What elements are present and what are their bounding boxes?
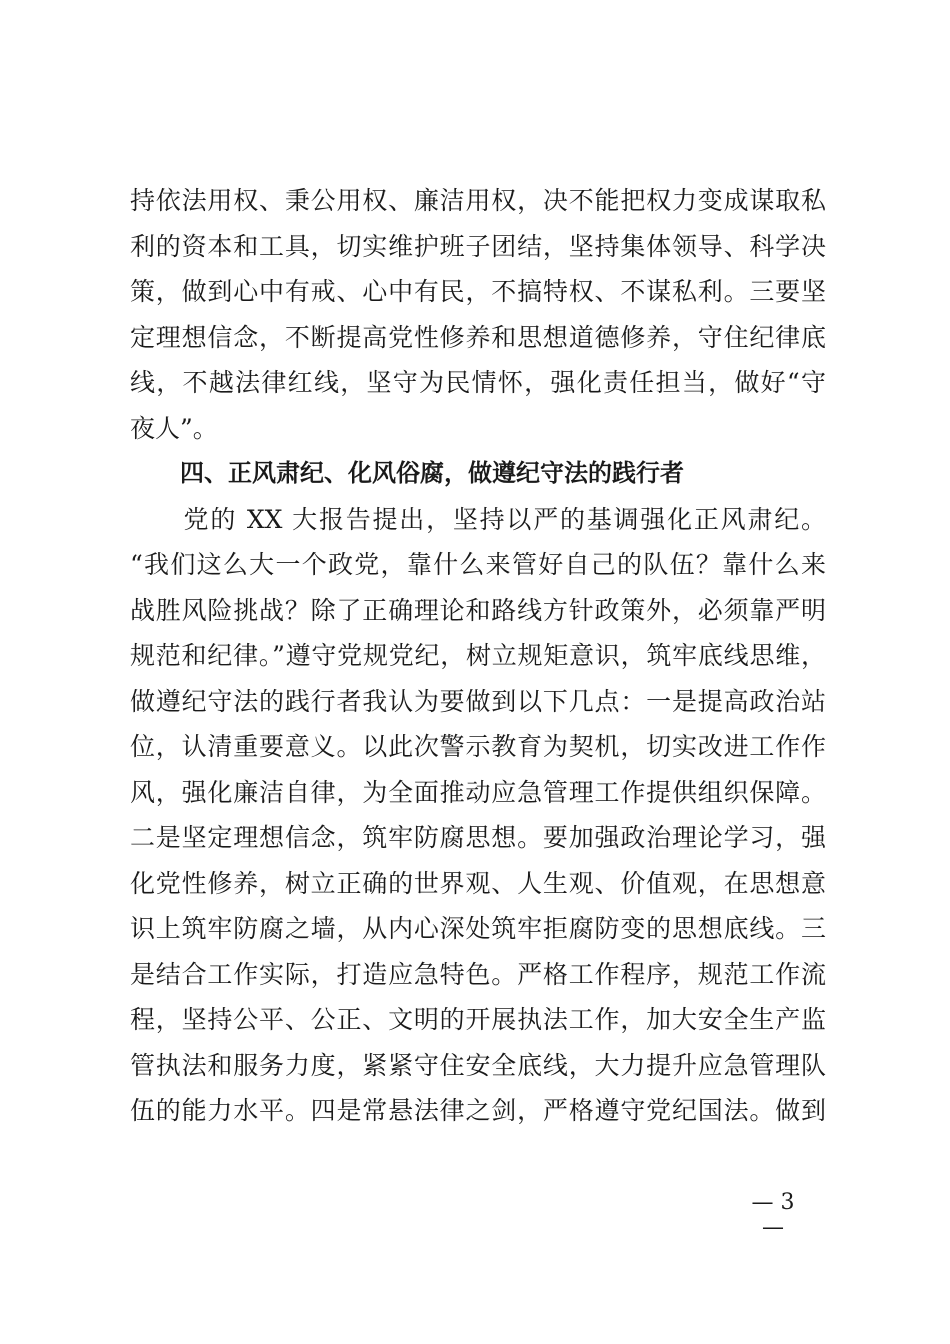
text-line: 党的 XX 大报告提出，坚持以严的基调强化正风肃纪。 xyxy=(130,504,826,534)
body-text xyxy=(130,178,826,1134)
text-line: 策，做到心中有戒、心中有民，不搞特权、不谋私利。三要坚 xyxy=(130,277,826,306)
text-line: 战胜风险挑战？除了正确理论和路线方针政策外，必须靠严明 xyxy=(130,595,826,625)
text-line: 风，强化廉洁自律，为全面推动应急管理工作提供组织保障。 xyxy=(130,777,826,807)
text-line: 是结合工作实际，打造应急特色。严格工作程序，规范工作流 xyxy=(130,959,826,989)
text-line: “我们这么大一个政党，靠什么来管好自己的队伍？靠什么来 xyxy=(130,550,826,579)
text-line: 定理想信念，不断提高党性修养和思想道德修养，守住纪律底 xyxy=(130,322,826,352)
section-heading: 四、正风肃纪、化风俗腐，做遵纪守法的践行者 xyxy=(180,459,684,487)
text-line: 持依法用权、秉公用权、廉洁用权，决不能把权力变成谋取私 xyxy=(130,186,826,215)
text-line: 位，认清重要意义。以此次警示教育为契机，切实改进工作作 xyxy=(130,732,826,761)
text-line: 伍的能力水平。四是常悬法律之剑，严格遵守党纪国法。做到 xyxy=(130,1096,826,1125)
text-line: 夜人”。 xyxy=(130,413,218,443)
text-line: 管执法和服务力度，紧紧守住安全底线，大力提升应急管理队 xyxy=(130,1050,826,1080)
text-line: 线，不越法律红线，坚守为民情怀，强化责任担当，做好“守 xyxy=(130,368,826,397)
text-line: 二是坚定理想信念，筑牢防腐思想。要加强政治理论学习，强 xyxy=(130,823,826,852)
text-line: 利的资本和工具，切实维护班子团结，坚持集体领导、科学决 xyxy=(130,231,826,261)
page-number: — 3 — xyxy=(751,1190,795,1240)
text-line: 规范和纪律。”遵守党规党纪，树立规矩意识，筑牢底线思维， xyxy=(130,641,826,670)
text-line: 识上筑牢防腐之墙，从内心深处筑牢拒腐防变的思想底线。三 xyxy=(130,914,826,943)
text-line: 程，坚持公平、公正、文明的开展执法工作，加大安全生产监 xyxy=(130,1005,826,1034)
text-line: 做遵纪守法的践行者我认为要做到以下几点：一是提高政治站 xyxy=(130,686,826,716)
text-line: 化党性修养，树立正确的世界观、人生观、价值观，在思想意 xyxy=(130,868,826,898)
